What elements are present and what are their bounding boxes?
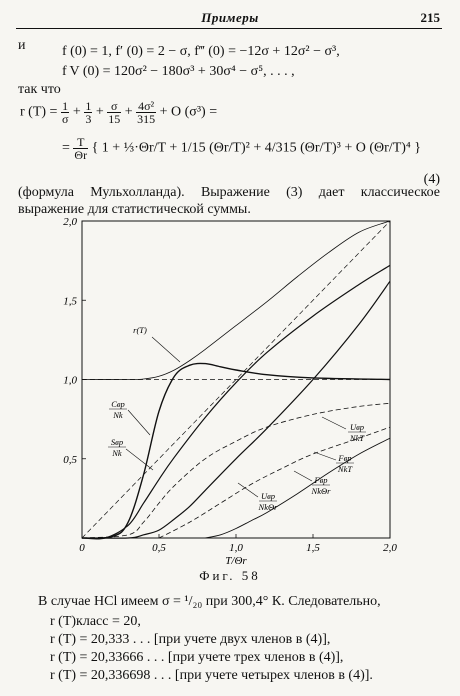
y-tick-label: 1,0 (63, 374, 77, 387)
text-so-that: так что (18, 82, 61, 97)
label-f2-den: NkΘr (311, 486, 331, 496)
chart-annotations (108, 325, 366, 512)
chart-curves (82, 221, 390, 539)
curve-f2 (205, 438, 390, 538)
fraction-term4: $\frac{\text{4σ²}}{315}$ (137, 99, 156, 126)
big-o-term: + O (σ³) = (159, 104, 218, 120)
equation-r-expanded: = $\frac{T}{\Theta r}$ { 1 + ⅓·Θr/T + 1/15 (Θr/T)² + 4/315 (Θr/T)³ + O (Θr/T)⁴ } (62, 135, 422, 162)
y-tick-label: 1,5 (63, 295, 77, 308)
x-tick-label: 2,0 (383, 542, 397, 554)
x-tick-label: 1,0 (229, 542, 243, 554)
equation-number: (4) (423, 172, 440, 187)
case-four-terms: r (T) = 20,336698 . . . [при учете четырех членов в (4)]. (50, 668, 373, 683)
curve-s (82, 265, 390, 539)
fraction-term2: $\frac{1}{3}$ (85, 99, 92, 126)
case-classical: r (T)класс = 20, (50, 614, 141, 629)
equation-derivatives: f (0) = 1, f′ (0) = 2 − σ, f‴ (0) = −12σ + 12σ² − σ³, (62, 44, 340, 59)
label-u1-den: NkT (349, 433, 365, 443)
x-tick-label: 1,5 (306, 542, 320, 554)
leader-f2 (294, 471, 312, 481)
figure-caption: Фиг. 58 (199, 568, 261, 583)
label-s-num: Sвр (110, 437, 124, 447)
fraction-term3: $\frac{\sigma}{15}$ (108, 99, 121, 126)
label-cv-den: Nk (113, 410, 123, 420)
paragraph-mulholland: (формула Мульхолланда). Выражение (3) дает классическое выражение для статистической суммы. (18, 185, 440, 217)
label-s-den: Nk (112, 448, 122, 458)
label-f1-den: NkT (337, 464, 353, 474)
x-tick-label: 0 (79, 542, 85, 554)
label-cv-num: Cвр (111, 399, 125, 409)
running-header-title: Примеры (201, 10, 259, 25)
curve-u2 (82, 281, 390, 538)
case-two-terms: r (T) = 20,333 . . . [при учете двух членов в (4)], (50, 632, 331, 647)
curve-f1 (159, 427, 390, 538)
x-tick-label: 0,5 (152, 542, 166, 554)
label-r-of-t: r(T) (133, 325, 147, 335)
label-f2-num: Fвр (314, 475, 328, 485)
text-and: и (18, 38, 26, 53)
label-u2-den: NkΘr (258, 502, 278, 512)
leader-cv (128, 410, 150, 435)
page-number: 215 (420, 10, 440, 25)
chart-axes (63, 216, 397, 567)
equation-r-series: r (T) = $\frac{1}{\sigma}$ + $\frac{1}{3}$ + $\frac{\sigma}{15}$ + $\frac{\text{4σ²}}{315}$ + O (σ³) = (20, 99, 218, 126)
curve-r (82, 221, 390, 380)
leader-u2 (238, 483, 258, 497)
fraction-term1: $\frac{1}{\sigma}$ (61, 99, 69, 126)
text-hcl: В случае HCl имеем σ = ¹/₂₀ при 300,4° К. Следовательно, (38, 594, 381, 609)
label-u1-num: Uвр (349, 422, 365, 432)
header-rule (16, 28, 442, 29)
figure-58-chart (0, 205, 460, 570)
leader-u1 (322, 417, 346, 429)
expanded-series: { 1 + ⅓·Θr/T + 1/15 (Θr/T)² + 4/315 (Θr/T)³ + O (Θr/T)⁴ } (91, 140, 422, 156)
label-u2-num: Uвр (260, 491, 276, 501)
y-tick-label: 0,5 (63, 453, 77, 466)
leader-r (152, 337, 180, 362)
fraction-t-over-theta: $\frac{T}{\Theta r}$ (74, 135, 88, 162)
y-tick-label: 2,0 (63, 216, 77, 228)
label-f1-num: Fвр (338, 453, 352, 463)
x-axis-label: T/Θr (225, 555, 247, 567)
equation-fifth-derivative: f V (0) = 120σ² − 180σ³ + 30σ⁴ − σ⁵, . . . , (62, 64, 295, 79)
leader-f1 (314, 452, 336, 460)
case-three-terms: r (T) = 20,33666 . . . [при учете трех членов в (4)], (50, 650, 344, 665)
r-of-t: r (T) = (20, 104, 58, 120)
